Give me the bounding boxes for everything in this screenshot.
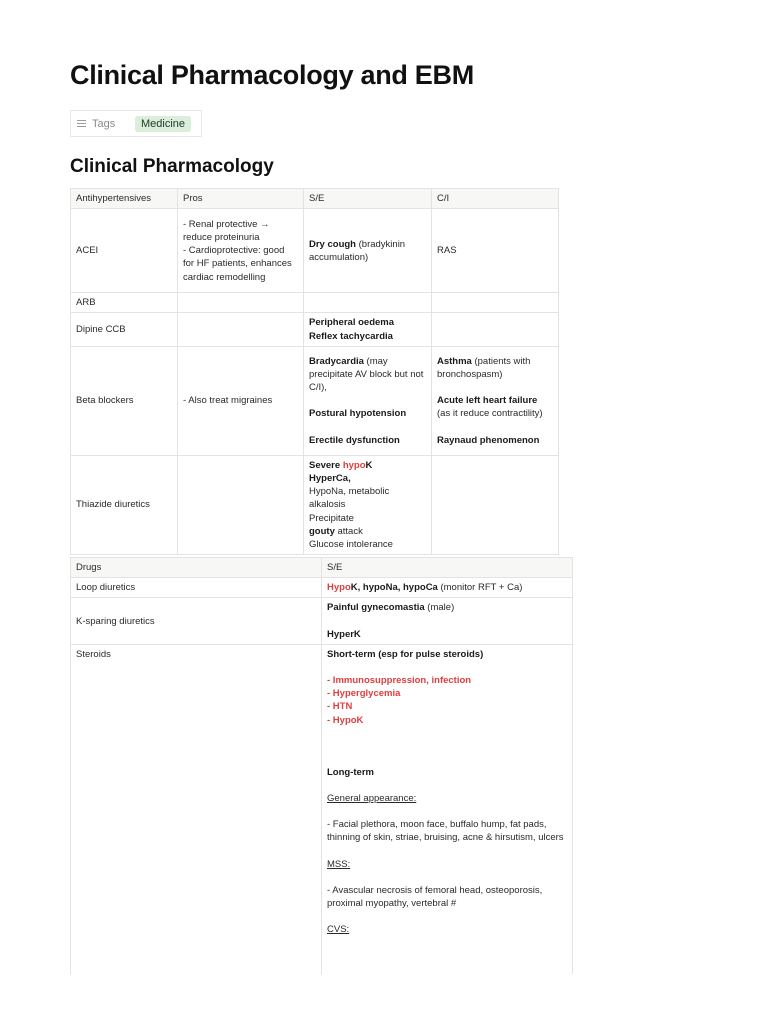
cell-line xyxy=(437,355,553,381)
table-header: S/E xyxy=(304,189,432,209)
cell-text-bold: Postural hypotension xyxy=(309,408,407,420)
cell-text-red: - HypoK xyxy=(327,714,364,726)
cell-text-underline: MSS: xyxy=(327,858,351,870)
cell-text-bold: Short-term (esp for pulse steroids) xyxy=(327,648,484,660)
cell-text-bold: Long-term xyxy=(327,766,374,778)
cell-text-bold: Dry cough xyxy=(309,238,356,250)
cell-text-bold: Reflex tachycardia xyxy=(309,330,393,342)
cell-text-red: Hypo xyxy=(327,582,351,594)
empty-cell xyxy=(432,455,559,554)
se-cell xyxy=(304,313,432,346)
drugs-table xyxy=(70,557,573,974)
se-cell xyxy=(322,644,573,974)
row-label: Loop diuretics xyxy=(71,578,322,598)
cell-text-bold: HyperK xyxy=(327,628,361,640)
empty-cell xyxy=(432,293,559,313)
cell-text-bold: Acute left heart failure xyxy=(437,395,538,407)
se-cell xyxy=(322,578,573,598)
empty-cell xyxy=(178,455,304,554)
row-label: Dipine CCB xyxy=(71,313,178,346)
table-header: S/E xyxy=(322,558,573,578)
cell-line xyxy=(309,525,426,538)
spacer xyxy=(327,910,567,923)
empty-cell xyxy=(178,293,304,313)
ci-cell xyxy=(432,346,559,455)
pros-cell xyxy=(178,209,304,293)
spacer xyxy=(327,871,567,884)
se-cell xyxy=(304,346,432,455)
row-label: ARB xyxy=(71,293,178,313)
cell-text: (may precipitate AV block but not C/I), xyxy=(309,355,424,394)
table-row xyxy=(71,209,559,293)
cell-text-bold: K xyxy=(365,459,373,471)
cell-text: (male) xyxy=(424,602,455,614)
cell-line xyxy=(309,355,426,395)
cell-text: attack xyxy=(334,525,363,537)
cell-text-bold: Bradycardia xyxy=(309,355,364,367)
se-cell xyxy=(322,598,573,644)
empty-cell xyxy=(178,313,304,346)
spacer xyxy=(327,845,567,858)
cell-text-bold: Painful gynecomastia xyxy=(327,602,425,614)
cell-text: - Renal protective → reduce proteinuria xyxy=(183,218,270,243)
table-row xyxy=(71,598,573,644)
tags-property[interactable] xyxy=(70,110,202,137)
row-label: K-sparing diuretics xyxy=(71,598,322,644)
cell-text-bold: HyperCa, xyxy=(309,473,351,485)
table-row xyxy=(71,644,573,974)
spacer xyxy=(437,381,553,394)
ci-cell: RAS xyxy=(432,209,559,293)
cell-text: Glucose intolerance xyxy=(309,539,393,551)
tags-label-wrap xyxy=(71,118,135,130)
cell-line xyxy=(437,394,553,420)
cell-text-bold: Raynaud phenomenon xyxy=(437,434,540,446)
table-row xyxy=(71,313,559,346)
cell-text: (as it reduce contractility) xyxy=(437,408,543,420)
cell-line xyxy=(327,601,567,614)
table-header: Antihypertensives xyxy=(71,189,178,209)
cell-text-underline: General appearance: xyxy=(327,793,417,805)
cell-text-red: - Immunosuppression, infection xyxy=(327,675,472,687)
pros-cell: - Also treat migraines xyxy=(178,346,304,455)
empty-cell xyxy=(432,313,559,346)
cell-text-red: - Hyperglycemia xyxy=(327,688,401,700)
cell-text-bold: Severe xyxy=(309,459,343,471)
cell-text-bold: gouty xyxy=(309,525,335,537)
table-row xyxy=(71,578,573,598)
tag-chip-medicine[interactable]: Medicine xyxy=(135,116,191,132)
se-cell xyxy=(304,455,432,554)
spacer xyxy=(327,805,567,818)
row-label: Steroids xyxy=(71,644,322,974)
cell-text: - Cardioprotective: good for HF patients, enhances cardiac remodelling xyxy=(183,245,292,283)
row-label: Beta blockers xyxy=(71,346,178,455)
row-label: Thiazide diuretics xyxy=(71,455,178,554)
cell-text-bold: Erectile dysfunction xyxy=(309,434,400,446)
spacer xyxy=(327,779,567,792)
spacer xyxy=(327,661,567,674)
cell-text: - Facial plethora, moon face, buffalo hump, fat pads, thinning of skin, striae, bruising, acne & hirsutism, ulcers xyxy=(327,819,564,844)
spacer xyxy=(309,394,426,407)
cell-text: (patients with bronchospasm) xyxy=(437,355,531,380)
list-icon xyxy=(77,118,86,129)
cell-text: - Avascular necrosis of femoral head, osteoporosis, proximal myopathy, vertebral # xyxy=(327,884,543,910)
cell-text: (monitor RFT + Ca) xyxy=(437,582,523,594)
cell-text: Precipitate xyxy=(309,512,354,524)
table-row xyxy=(71,293,559,313)
cell-text-red: hypo xyxy=(342,459,366,471)
cell-text-bold: K, hypoNa, hypoCa xyxy=(350,582,438,594)
se-cell xyxy=(304,209,432,293)
table-row xyxy=(71,455,559,554)
table-header: Drugs xyxy=(71,558,322,578)
cell-text: HypoNa, metabolic alkalosis xyxy=(309,486,390,511)
page-title: Clinical Pharmacology and EBM xyxy=(70,60,474,90)
section-title: Clinical Pharmacology xyxy=(70,156,274,177)
spacer xyxy=(437,421,553,434)
cell-text-bold: Asthma xyxy=(437,355,472,367)
antihypertensives-table xyxy=(70,188,559,555)
empty-cell xyxy=(304,293,432,313)
cell-text: (bradykinin accumulation) xyxy=(309,238,406,263)
cell-text-red: - HTN xyxy=(327,701,353,713)
cell-line xyxy=(309,459,426,472)
spacer xyxy=(327,727,567,766)
spacer xyxy=(327,615,567,628)
row-label: ACEI xyxy=(71,209,178,293)
table-header: C/I xyxy=(432,189,559,209)
cell-text-underline: CVS: xyxy=(327,924,350,936)
tags-label: Tags xyxy=(92,117,116,130)
cell-text-bold: Peripheral oedema xyxy=(309,317,395,329)
spacer xyxy=(309,421,426,434)
table-row xyxy=(71,346,559,455)
table-header: Pros xyxy=(178,189,304,209)
